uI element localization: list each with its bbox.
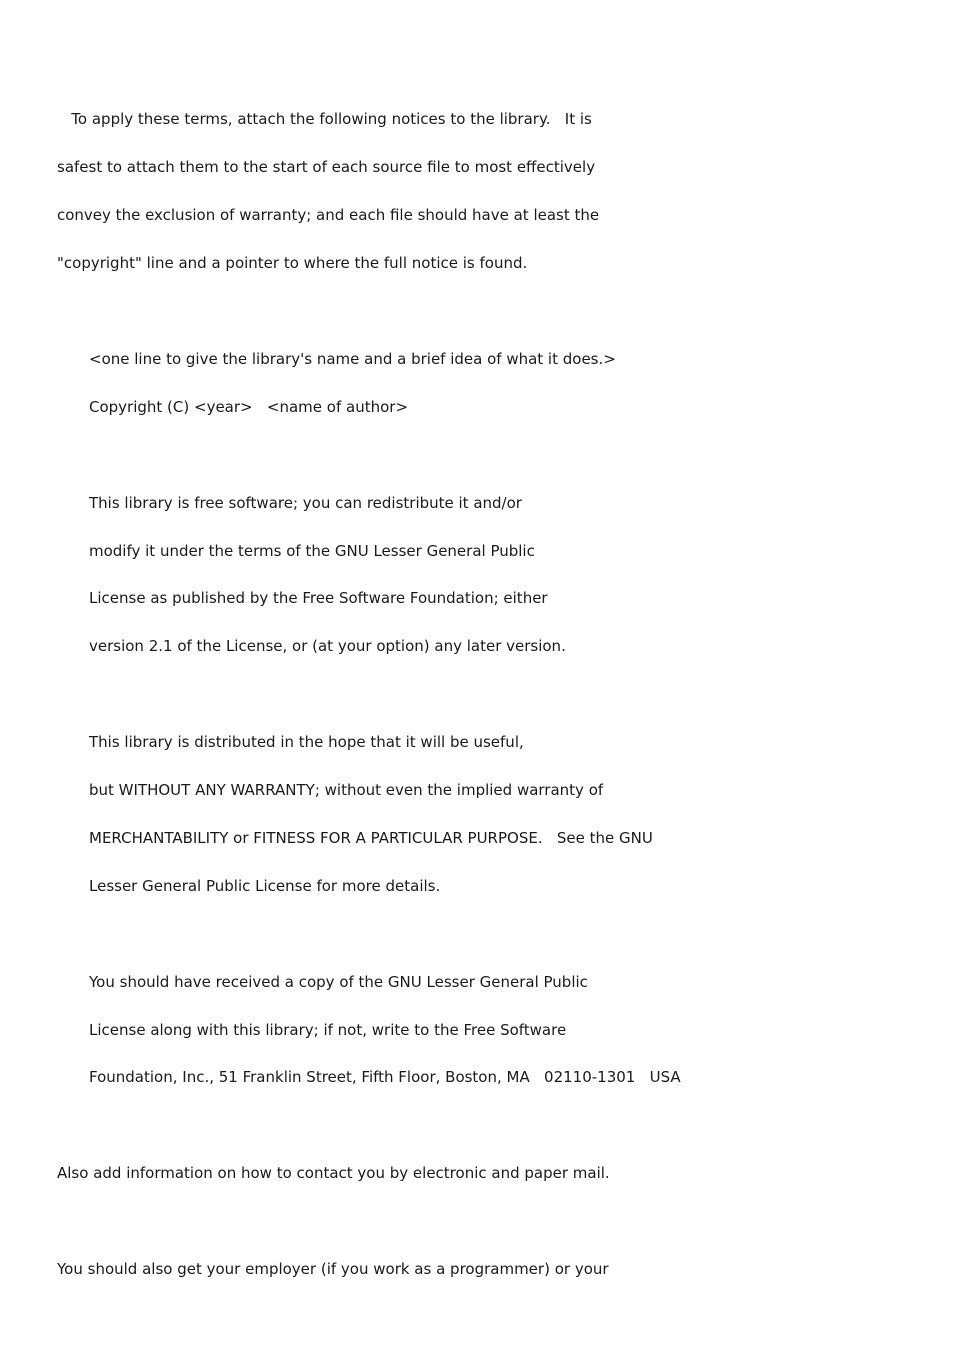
notice-header-line: Copyright (C) <year> <name of author> [89,398,409,416]
notice-copy-line: Foundation, Inc., 51 Franklin Street, Fifth Floor, Boston, MA 02110-1301 USA [89,1068,681,1086]
intro-line: "copyright" line and a pointer to where the full notice is found. [57,254,528,272]
notice-free-line: modify it under the terms of the GNU Lesser General Public [89,542,535,560]
notice-free-line: This library is free software; you can redistribute it and/or [89,494,522,512]
contact-line: Also add information on how to contact you by electronic and paper mail. [57,1164,610,1182]
notice-warranty-line: MERCHANTABILITY or FITNESS FOR A PARTICULAR PURPOSE. See the GNU [89,829,653,847]
employer-line: You should also get your employer (if you work as a programmer) or your [57,1260,609,1278]
notice-warranty-line: but WITHOUT ANY WARRANTY; without even the implied warranty of [89,781,604,799]
notice-warranty-line: Lesser General Public License for more details. [89,877,441,895]
intro-line: safest to attach them to the start of each source file to most effectively [57,158,596,176]
notice-header-line: <one line to give the library's name and a brief idea of what it does.> [89,350,616,368]
intro-line: convey the exclusion of warranty; and each file should have at least the [57,206,600,224]
notice-warranty-line: This library is distributed in the hope that it will be useful, [89,733,524,751]
notice-free-line: License as published by the Free Software Foundation; either [89,589,548,607]
notice-copy-line: You should have received a copy of the GNU Lesser General Public [89,973,588,991]
notice-copy-line: License along with this library; if not, write to the Free Software [89,1021,567,1039]
notice-free-line: version 2.1 of the License, or (at your option) any later version. [89,637,566,655]
intro-line: To apply these terms, attach the following notices to the library. It is [57,110,592,128]
